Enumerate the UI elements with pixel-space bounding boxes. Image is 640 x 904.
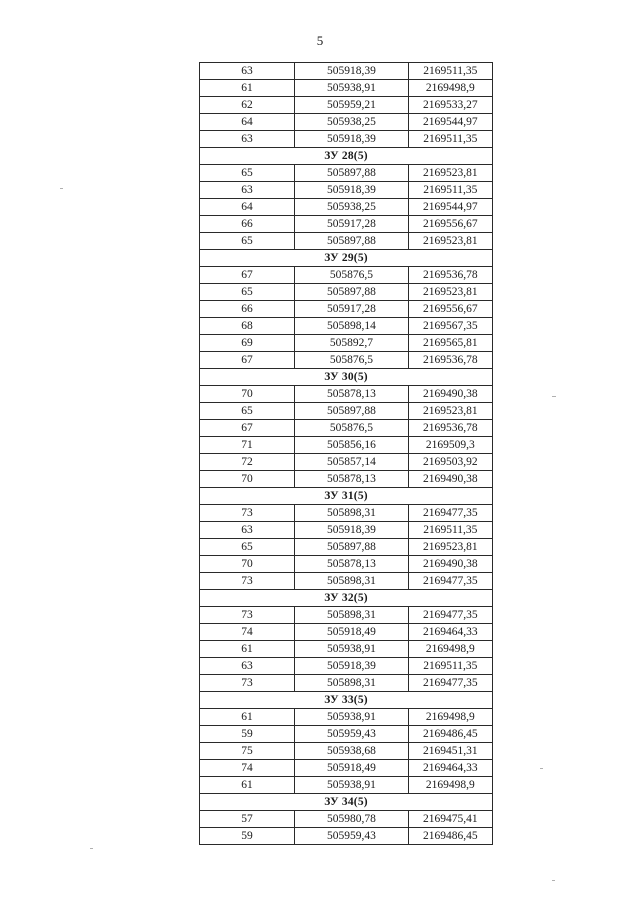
y-coordinate-cell: 2169533,27 — [408, 97, 492, 114]
x-coordinate-cell: 505959,43 — [295, 828, 409, 845]
section-header-row — [200, 692, 493, 709]
y-coordinate-cell: 2169536,78 — [408, 267, 492, 284]
table-row — [200, 352, 493, 369]
y-coordinate-cell: 2169523,81 — [408, 284, 492, 301]
table-row — [200, 284, 493, 301]
table-row — [200, 828, 493, 845]
section-title: ЗУ 28(5) — [200, 148, 493, 165]
table-row — [200, 131, 493, 148]
x-coordinate-cell: 505938,25 — [295, 114, 409, 131]
y-coordinate-cell: 2169503,92 — [408, 454, 492, 471]
x-coordinate-cell: 505938,91 — [295, 777, 409, 794]
point-number-cell: 68 — [200, 318, 295, 335]
y-coordinate-cell: 2169490,38 — [408, 471, 492, 488]
x-coordinate-cell: 505897,88 — [295, 539, 409, 556]
section-header-row — [200, 369, 493, 386]
point-number-cell: 74 — [200, 624, 295, 641]
point-number-cell: 73 — [200, 573, 295, 590]
y-coordinate-cell: 2169477,35 — [408, 607, 492, 624]
x-coordinate-cell: 505959,21 — [295, 97, 409, 114]
section-header-row — [200, 250, 493, 267]
x-coordinate-cell: 505878,13 — [295, 386, 409, 403]
y-coordinate-cell: 2169477,35 — [408, 675, 492, 692]
table-row — [200, 233, 493, 250]
table-row — [200, 454, 493, 471]
section-title: ЗУ 32(5) — [200, 590, 493, 607]
y-coordinate-cell: 2169511,35 — [408, 63, 492, 80]
coordinates-table — [199, 62, 493, 845]
y-coordinate-cell: 2169536,78 — [408, 420, 492, 437]
section-title: ЗУ 31(5) — [200, 488, 493, 505]
table-row — [200, 182, 493, 199]
table-row — [200, 556, 493, 573]
point-number-cell: 61 — [200, 641, 295, 658]
table-row — [200, 811, 493, 828]
point-number-cell: 59 — [200, 726, 295, 743]
x-coordinate-cell: 505878,13 — [295, 471, 409, 488]
point-number-cell: 66 — [200, 216, 295, 233]
point-number-cell: 70 — [200, 471, 295, 488]
y-coordinate-cell: 2169556,67 — [408, 216, 492, 233]
point-number-cell: 63 — [200, 182, 295, 199]
x-coordinate-cell: 505856,16 — [295, 437, 409, 454]
point-number-cell: 72 — [200, 454, 295, 471]
x-coordinate-cell: 505897,88 — [295, 403, 409, 420]
table-row — [200, 386, 493, 403]
section-title: ЗУ 34(5) — [200, 794, 493, 811]
point-number-cell: 73 — [200, 675, 295, 692]
point-number-cell: 67 — [200, 267, 295, 284]
table-row — [200, 335, 493, 352]
scan-speck — [552, 396, 556, 397]
table-row — [200, 658, 493, 675]
table-row — [200, 505, 493, 522]
section-title: ЗУ 33(5) — [200, 692, 493, 709]
y-coordinate-cell: 2169523,81 — [408, 165, 492, 182]
table-row — [200, 420, 493, 437]
table-row — [200, 675, 493, 692]
x-coordinate-cell: 505898,31 — [295, 675, 409, 692]
y-coordinate-cell: 2169523,81 — [408, 233, 492, 250]
x-coordinate-cell: 505897,88 — [295, 233, 409, 250]
point-number-cell: 63 — [200, 658, 295, 675]
y-coordinate-cell: 2169464,33 — [408, 624, 492, 641]
point-number-cell: 71 — [200, 437, 295, 454]
x-coordinate-cell: 505918,39 — [295, 182, 409, 199]
x-coordinate-cell: 505917,28 — [295, 301, 409, 318]
point-number-cell: 70 — [200, 386, 295, 403]
y-coordinate-cell: 2169486,45 — [408, 828, 492, 845]
section-header-row — [200, 794, 493, 811]
x-coordinate-cell: 505918,49 — [295, 624, 409, 641]
scan-speck — [552, 880, 555, 881]
table-row — [200, 63, 493, 80]
point-number-cell: 61 — [200, 777, 295, 794]
table-row — [200, 471, 493, 488]
y-coordinate-cell: 2169523,81 — [408, 539, 492, 556]
x-coordinate-cell: 505938,68 — [295, 743, 409, 760]
point-number-cell: 66 — [200, 301, 295, 318]
point-number-cell: 64 — [200, 199, 295, 216]
y-coordinate-cell: 2169498,9 — [408, 80, 492, 97]
table-row — [200, 607, 493, 624]
point-number-cell: 64 — [200, 114, 295, 131]
x-coordinate-cell: 505876,5 — [295, 267, 409, 284]
x-coordinate-cell: 505918,39 — [295, 658, 409, 675]
table-row — [200, 743, 493, 760]
y-coordinate-cell: 2169451,31 — [408, 743, 492, 760]
x-coordinate-cell: 505959,43 — [295, 726, 409, 743]
y-coordinate-cell: 2169509,3 — [408, 437, 492, 454]
table-row — [200, 709, 493, 726]
y-coordinate-cell: 2169511,35 — [408, 182, 492, 199]
x-coordinate-cell: 505892,7 — [295, 335, 409, 352]
y-coordinate-cell: 2169498,9 — [408, 777, 492, 794]
table-row — [200, 437, 493, 454]
y-coordinate-cell: 2169477,35 — [408, 573, 492, 590]
section-title: ЗУ 30(5) — [200, 369, 493, 386]
y-coordinate-cell: 2169544,97 — [408, 199, 492, 216]
x-coordinate-cell: 505876,5 — [295, 420, 409, 437]
y-coordinate-cell: 2169498,9 — [408, 641, 492, 658]
y-coordinate-cell: 2169544,97 — [408, 114, 492, 131]
y-coordinate-cell: 2169567,35 — [408, 318, 492, 335]
x-coordinate-cell: 505876,5 — [295, 352, 409, 369]
x-coordinate-cell: 505918,39 — [295, 522, 409, 539]
table-row — [200, 522, 493, 539]
section-header-row — [200, 148, 493, 165]
point-number-cell: 63 — [200, 131, 295, 148]
y-coordinate-cell: 2169523,81 — [408, 403, 492, 420]
x-coordinate-cell: 505918,39 — [295, 131, 409, 148]
point-number-cell: 57 — [200, 811, 295, 828]
point-number-cell: 69 — [200, 335, 295, 352]
x-coordinate-cell: 505898,31 — [295, 573, 409, 590]
table-row — [200, 641, 493, 658]
scan-speck — [540, 768, 543, 769]
x-coordinate-cell: 505938,91 — [295, 641, 409, 658]
point-number-cell: 65 — [200, 284, 295, 301]
x-coordinate-cell: 505898,14 — [295, 318, 409, 335]
x-coordinate-cell: 505938,25 — [295, 199, 409, 216]
x-coordinate-cell: 505980,78 — [295, 811, 409, 828]
table-row — [200, 403, 493, 420]
x-coordinate-cell: 505938,91 — [295, 80, 409, 97]
point-number-cell: 65 — [200, 539, 295, 556]
point-number-cell: 70 — [200, 556, 295, 573]
y-coordinate-cell: 2169556,67 — [408, 301, 492, 318]
table-row — [200, 199, 493, 216]
table-row — [200, 97, 493, 114]
y-coordinate-cell: 2169477,35 — [408, 505, 492, 522]
y-coordinate-cell: 2169511,35 — [408, 522, 492, 539]
y-coordinate-cell: 2169486,45 — [408, 726, 492, 743]
table-row — [200, 760, 493, 777]
point-number-cell: 62 — [200, 97, 295, 114]
table-row — [200, 216, 493, 233]
x-coordinate-cell: 505898,31 — [295, 505, 409, 522]
point-number-cell: 65 — [200, 233, 295, 250]
table-row — [200, 726, 493, 743]
point-number-cell: 67 — [200, 352, 295, 369]
table-row — [200, 267, 493, 284]
point-number-cell: 63 — [200, 522, 295, 539]
coordinates-table-body — [200, 63, 493, 845]
scan-speck — [60, 188, 63, 189]
y-coordinate-cell: 2169490,38 — [408, 386, 492, 403]
table-row — [200, 539, 493, 556]
point-number-cell: 61 — [200, 709, 295, 726]
y-coordinate-cell: 2169565,81 — [408, 335, 492, 352]
point-number-cell: 59 — [200, 828, 295, 845]
x-coordinate-cell: 505878,13 — [295, 556, 409, 573]
table-row — [200, 114, 493, 131]
x-coordinate-cell: 505898,31 — [295, 607, 409, 624]
section-header-row — [200, 488, 493, 505]
y-coordinate-cell: 2169475,41 — [408, 811, 492, 828]
section-title: ЗУ 29(5) — [200, 250, 493, 267]
y-coordinate-cell: 2169511,35 — [408, 131, 492, 148]
y-coordinate-cell: 2169511,35 — [408, 658, 492, 675]
point-number-cell: 61 — [200, 80, 295, 97]
x-coordinate-cell: 505917,28 — [295, 216, 409, 233]
table-row — [200, 165, 493, 182]
y-coordinate-cell: 2169536,78 — [408, 352, 492, 369]
point-number-cell: 65 — [200, 165, 295, 182]
y-coordinate-cell: 2169498,9 — [408, 709, 492, 726]
section-header-row — [200, 590, 493, 607]
x-coordinate-cell: 505857,14 — [295, 454, 409, 471]
x-coordinate-cell: 505897,88 — [295, 284, 409, 301]
table-row — [200, 624, 493, 641]
y-coordinate-cell: 2169464,33 — [408, 760, 492, 777]
point-number-cell: 73 — [200, 607, 295, 624]
x-coordinate-cell: 505918,49 — [295, 760, 409, 777]
point-number-cell: 73 — [200, 505, 295, 522]
y-coordinate-cell: 2169490,38 — [408, 556, 492, 573]
x-coordinate-cell: 505918,39 — [295, 63, 409, 80]
table-row — [200, 573, 493, 590]
table-row — [200, 301, 493, 318]
table-row — [200, 777, 493, 794]
x-coordinate-cell: 505897,88 — [295, 165, 409, 182]
point-number-cell: 65 — [200, 403, 295, 420]
page-number: 5 — [316, 33, 324, 48]
table-row — [200, 80, 493, 97]
point-number-cell: 74 — [200, 760, 295, 777]
table-row — [200, 318, 493, 335]
scan-speck — [90, 848, 93, 849]
point-number-cell: 67 — [200, 420, 295, 437]
point-number-cell: 63 — [200, 63, 295, 80]
point-number-cell: 75 — [200, 743, 295, 760]
x-coordinate-cell: 505938,91 — [295, 709, 409, 726]
